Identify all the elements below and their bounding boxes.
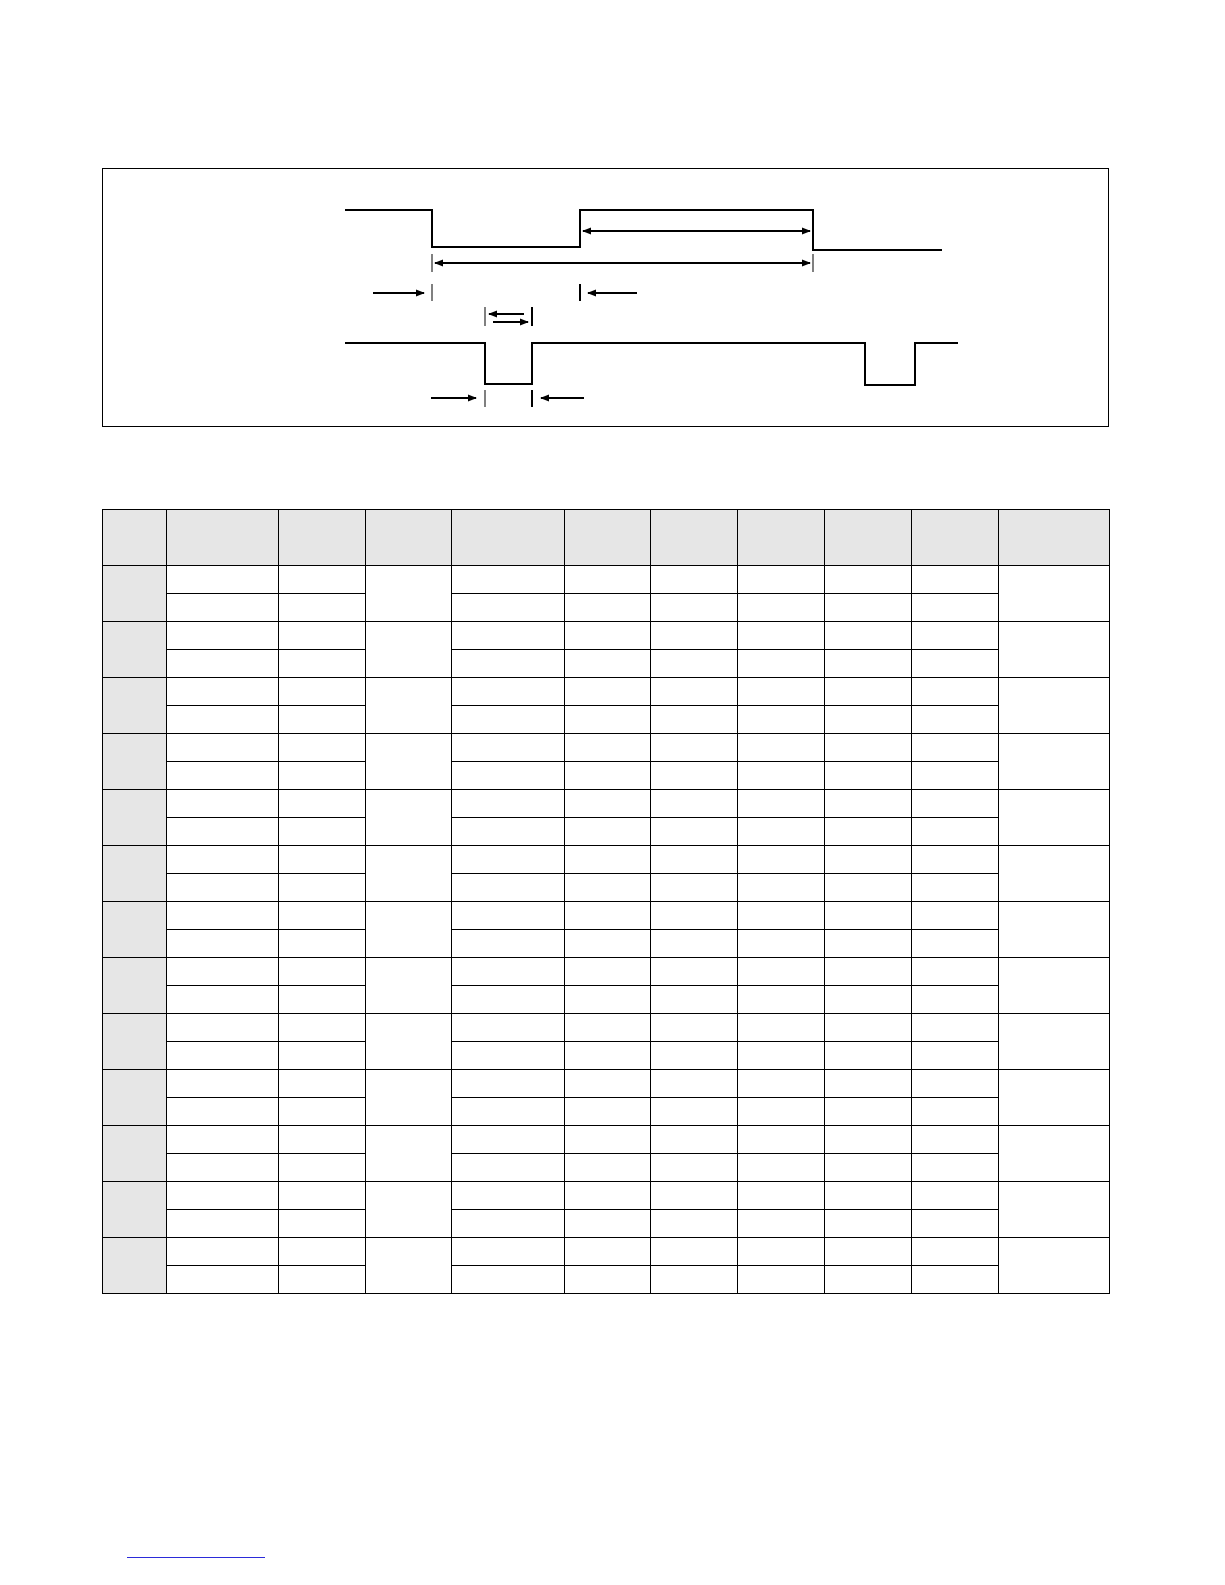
table-cell (565, 706, 651, 734)
table-cell (452, 1182, 565, 1210)
table-cell (452, 1126, 565, 1154)
table-cell (651, 594, 738, 622)
table-cell (651, 874, 738, 902)
table-cell (279, 1154, 366, 1182)
table-cell (825, 874, 912, 902)
table-cell (651, 678, 738, 706)
table-cell (651, 930, 738, 958)
mode-cell (103, 678, 167, 734)
table-cell (167, 706, 279, 734)
header-cell (565, 510, 651, 566)
table-cell (167, 1154, 279, 1182)
merged-cell (366, 622, 452, 678)
table-cell (651, 1238, 738, 1266)
table-cell (651, 650, 738, 678)
table-cell (167, 622, 279, 650)
merged-cell (999, 1070, 1110, 1126)
table-cell (912, 706, 999, 734)
table-cell (167, 1238, 279, 1266)
table-cell (738, 1154, 825, 1182)
table-cell (738, 874, 825, 902)
table-cell (912, 594, 999, 622)
table-cell (738, 790, 825, 818)
table-cell (825, 1266, 912, 1294)
table-cell (565, 790, 651, 818)
table-cell (825, 790, 912, 818)
table-cell (565, 1266, 651, 1294)
table-cell (565, 566, 651, 594)
table-cell (912, 650, 999, 678)
table-cell (279, 986, 366, 1014)
mode-cell (103, 1014, 167, 1070)
table-cell (565, 902, 651, 930)
table-cell (279, 678, 366, 706)
table-cell (738, 734, 825, 762)
table-cell (167, 986, 279, 1014)
table-cell (279, 706, 366, 734)
table-cell (738, 762, 825, 790)
table-cell (565, 594, 651, 622)
merged-cell (366, 1070, 452, 1126)
table-header-row (103, 510, 1110, 566)
table-cell (279, 650, 366, 678)
header-cell (738, 510, 825, 566)
merged-cell (999, 1014, 1110, 1070)
header-cell (651, 510, 738, 566)
table-cell (167, 790, 279, 818)
table-cell (651, 1098, 738, 1126)
table-row (103, 818, 1110, 846)
table-cell (565, 734, 651, 762)
header-cell (103, 510, 167, 566)
table-cell (565, 622, 651, 650)
table-cell (738, 1238, 825, 1266)
footer-link-underline[interactable] (127, 1557, 265, 1558)
video-waveform (345, 343, 958, 385)
table-cell (565, 1070, 651, 1098)
header-cell (452, 510, 565, 566)
table-cell (167, 1070, 279, 1098)
table-cell (279, 1126, 366, 1154)
table-cell (565, 1098, 651, 1126)
table-cell (825, 846, 912, 874)
table-cell (738, 1070, 825, 1098)
table-cell (825, 1182, 912, 1210)
table-cell (738, 1182, 825, 1210)
table-cell (452, 650, 565, 678)
table-cell (738, 1210, 825, 1238)
table-cell (651, 1014, 738, 1042)
mode-cell (103, 566, 167, 622)
table-cell (738, 902, 825, 930)
merged-cell (366, 678, 452, 734)
table-cell (167, 566, 279, 594)
header-cell (912, 510, 999, 566)
table-row (103, 1126, 1110, 1154)
table-cell (651, 958, 738, 986)
table-cell (167, 1266, 279, 1294)
table-row (103, 1098, 1110, 1126)
table-cell (651, 1210, 738, 1238)
table-cell (738, 706, 825, 734)
table-cell (825, 1014, 912, 1042)
table-cell (452, 1070, 565, 1098)
table-cell (825, 622, 912, 650)
table-cell (452, 734, 565, 762)
table-row (103, 958, 1110, 986)
table-cell (565, 1210, 651, 1238)
merged-cell (999, 846, 1110, 902)
table-cell (167, 1098, 279, 1126)
table-cell (825, 958, 912, 986)
table-cell (825, 678, 912, 706)
table-cell (565, 930, 651, 958)
table-cell (565, 986, 651, 1014)
table-row (103, 650, 1110, 678)
table-cell (565, 678, 651, 706)
table-cell (565, 846, 651, 874)
table-row (103, 986, 1110, 1014)
merged-cell (366, 846, 452, 902)
merged-cell (999, 678, 1110, 734)
merged-cell (999, 734, 1110, 790)
table-row (103, 874, 1110, 902)
header-cell (825, 510, 912, 566)
merged-cell (366, 734, 452, 790)
table-cell (565, 958, 651, 986)
table-cell (651, 706, 738, 734)
mode-cell (103, 1238, 167, 1294)
header-cell (366, 510, 452, 566)
table-cell (167, 930, 279, 958)
mode-cell (103, 622, 167, 678)
table-cell (912, 566, 999, 594)
table-row (103, 1014, 1110, 1042)
table-cell (452, 1042, 565, 1070)
table-cell (279, 1266, 366, 1294)
table-cell (452, 986, 565, 1014)
table-cell (912, 622, 999, 650)
table-cell (452, 958, 565, 986)
table-cell (452, 1210, 565, 1238)
merged-cell (366, 902, 452, 958)
table-cell (651, 1042, 738, 1070)
table-cell (565, 1238, 651, 1266)
table-row (103, 594, 1110, 622)
table-cell (565, 874, 651, 902)
table-cell (651, 762, 738, 790)
mode-cell (103, 1182, 167, 1238)
table-cell (279, 1182, 366, 1210)
table-cell (912, 762, 999, 790)
table-cell (452, 622, 565, 650)
table-cell (167, 734, 279, 762)
table-cell (565, 762, 651, 790)
mode-cell (103, 790, 167, 846)
merged-cell (366, 1014, 452, 1070)
table-cell (565, 1126, 651, 1154)
table-cell (738, 986, 825, 1014)
table-cell (825, 594, 912, 622)
table-row (103, 1042, 1110, 1070)
table-cell (912, 734, 999, 762)
table-cell (825, 1210, 912, 1238)
table-cell (167, 902, 279, 930)
table-cell (651, 846, 738, 874)
table-cell (912, 986, 999, 1014)
table-cell (279, 762, 366, 790)
table-cell (825, 566, 912, 594)
table-cell (167, 1014, 279, 1042)
table-cell (279, 594, 366, 622)
table-cell (279, 1070, 366, 1098)
mode-cell (103, 846, 167, 902)
timing-diagram-panel (102, 168, 1109, 427)
table-cell (912, 930, 999, 958)
table-cell (651, 734, 738, 762)
table-cell (452, 902, 565, 930)
table-cell (651, 1126, 738, 1154)
table-row (103, 566, 1110, 594)
table-cell (912, 1266, 999, 1294)
table-cell (912, 958, 999, 986)
table-cell (738, 650, 825, 678)
table-cell (738, 1014, 825, 1042)
table-cell (565, 818, 651, 846)
table-cell (912, 1098, 999, 1126)
timing-table-body (103, 566, 1110, 1294)
table-cell (279, 1042, 366, 1070)
table-cell (279, 734, 366, 762)
table-cell (279, 1238, 366, 1266)
table-cell (167, 762, 279, 790)
merged-cell (999, 1182, 1110, 1238)
table-cell (167, 650, 279, 678)
merged-cell (999, 1126, 1110, 1182)
table-cell (825, 650, 912, 678)
table-cell (738, 958, 825, 986)
table-cell (167, 874, 279, 902)
table-cell (167, 846, 279, 874)
table-cell (912, 874, 999, 902)
table-cell (279, 846, 366, 874)
table-cell (912, 1238, 999, 1266)
table-cell (651, 1154, 738, 1182)
table-cell (738, 1042, 825, 1070)
table-row (103, 734, 1110, 762)
merged-cell (999, 902, 1110, 958)
table-cell (565, 1014, 651, 1042)
table-cell (825, 986, 912, 1014)
table-cell (452, 762, 565, 790)
table-cell (452, 930, 565, 958)
table-cell (279, 790, 366, 818)
table-cell (651, 818, 738, 846)
mode-cell (103, 1126, 167, 1182)
header-cell (167, 510, 279, 566)
table-cell (651, 902, 738, 930)
merged-cell (999, 790, 1110, 846)
table-cell (452, 846, 565, 874)
table-cell (738, 1126, 825, 1154)
table-cell (912, 1154, 999, 1182)
table-cell (825, 1154, 912, 1182)
table-cell (738, 1266, 825, 1294)
table-cell (825, 1238, 912, 1266)
table-cell (825, 706, 912, 734)
mode-cell (103, 1070, 167, 1126)
table-cell (738, 594, 825, 622)
table-cell (738, 678, 825, 706)
table-cell (452, 1238, 565, 1266)
table-row (103, 930, 1110, 958)
table-cell (279, 1210, 366, 1238)
table-cell (452, 566, 565, 594)
table-cell (912, 846, 999, 874)
table-cell (651, 790, 738, 818)
table-cell (452, 678, 565, 706)
table-row (103, 1154, 1110, 1182)
table-row (103, 762, 1110, 790)
table-cell (167, 818, 279, 846)
table-cell (452, 1266, 565, 1294)
table-cell (452, 790, 565, 818)
table-row (103, 790, 1110, 818)
table-cell (738, 846, 825, 874)
table-row (103, 1182, 1110, 1210)
table-cell (279, 874, 366, 902)
merged-cell (366, 1182, 452, 1238)
table-cell (167, 594, 279, 622)
table-cell (279, 1098, 366, 1126)
timing-table (102, 509, 1110, 1294)
table-cell (167, 1210, 279, 1238)
table-cell (279, 818, 366, 846)
table-row (103, 1070, 1110, 1098)
table-cell (738, 622, 825, 650)
table-cell (825, 930, 912, 958)
table-cell (651, 986, 738, 1014)
table-row (103, 1210, 1110, 1238)
table-cell (825, 902, 912, 930)
table-cell (167, 678, 279, 706)
table-cell (279, 930, 366, 958)
table-cell (452, 1014, 565, 1042)
table-cell (651, 1070, 738, 1098)
table-cell (912, 1210, 999, 1238)
table-cell (651, 1182, 738, 1210)
table-row (103, 622, 1110, 650)
table-cell (825, 1126, 912, 1154)
table-cell (279, 958, 366, 986)
table-cell (452, 1154, 565, 1182)
table-cell (738, 1098, 825, 1126)
table-cell (825, 734, 912, 762)
table-cell (912, 1042, 999, 1070)
table-cell (279, 902, 366, 930)
merged-cell (366, 1126, 452, 1182)
merged-cell (366, 1238, 452, 1294)
table-cell (912, 678, 999, 706)
table-cell (565, 650, 651, 678)
table-cell (912, 902, 999, 930)
table-cell (912, 818, 999, 846)
table-cell (565, 1182, 651, 1210)
table-cell (452, 594, 565, 622)
table-cell (738, 818, 825, 846)
merged-cell (366, 790, 452, 846)
merged-cell (366, 566, 452, 622)
table-cell (912, 790, 999, 818)
table-row (103, 1238, 1110, 1266)
table-cell (565, 1042, 651, 1070)
mode-cell (103, 902, 167, 958)
table-cell (912, 1182, 999, 1210)
table-cell (651, 566, 738, 594)
table-cell (651, 622, 738, 650)
merged-cell (999, 1238, 1110, 1294)
table-cell (825, 818, 912, 846)
table-cell (912, 1126, 999, 1154)
table-cell (825, 762, 912, 790)
table-cell (452, 818, 565, 846)
mode-cell (103, 958, 167, 1014)
table-row (103, 846, 1110, 874)
table-cell (167, 1042, 279, 1070)
table-cell (738, 566, 825, 594)
table-cell (825, 1098, 912, 1126)
table-cell (738, 930, 825, 958)
header-cell (279, 510, 366, 566)
table-row (103, 678, 1110, 706)
table-row (103, 706, 1110, 734)
merged-cell (999, 622, 1110, 678)
table-cell (279, 566, 366, 594)
table-cell (825, 1070, 912, 1098)
table-cell (912, 1014, 999, 1042)
table-cell (452, 1098, 565, 1126)
merged-cell (999, 958, 1110, 1014)
table-row (103, 1266, 1110, 1294)
table-row (103, 902, 1110, 930)
table-cell (651, 1266, 738, 1294)
table-cell (452, 706, 565, 734)
table-cell (167, 1126, 279, 1154)
table-cell (565, 1154, 651, 1182)
merged-cell (366, 958, 452, 1014)
header-cell (999, 510, 1110, 566)
merged-cell (999, 566, 1110, 622)
table-cell (167, 958, 279, 986)
table-cell (279, 622, 366, 650)
table-cell (279, 1014, 366, 1042)
table-cell (167, 1182, 279, 1210)
table-cell (825, 1042, 912, 1070)
table-cell (912, 1070, 999, 1098)
table-cell (452, 874, 565, 902)
mode-cell (103, 734, 167, 790)
